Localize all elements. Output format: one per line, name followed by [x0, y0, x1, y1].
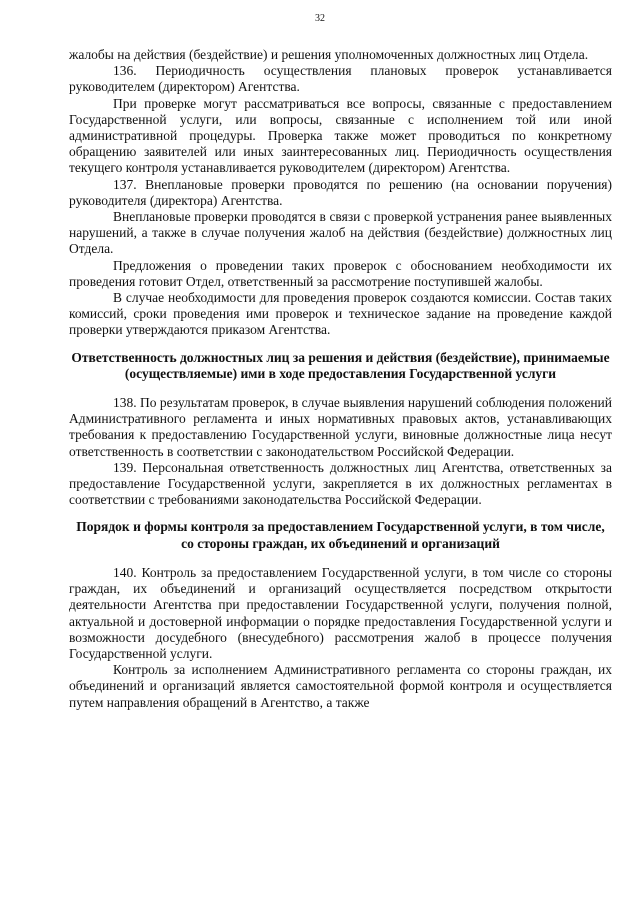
- page-number: 32: [315, 13, 325, 24]
- paragraph: 136. Периодичность осуществления плановых проверок устанавливается руководителем (директором) Агентства.: [69, 63, 612, 95]
- paragraph: 139. Персональная ответственность должностных лиц Агентства, ответственных за предоставление Государственной услуги, закрепляется в их должностных регламентах в соответствии с требованиями законодательства Российской Федерации.: [69, 459, 612, 508]
- document-body: [69, 47, 612, 711]
- section-inspections: [69, 47, 612, 339]
- paragraph: 138. По результатам проверок, в случае выявления нарушений соблюдения положений Административного регламента и иных нормативных правовых актов, устанавливающих требования к предоставлению Государственной услуги, виновные должностные лица несут ответственность в соответствии с законодательством Российской Федерации.: [69, 395, 612, 459]
- paragraph: Предложения о проведении таких проверок с обоснованием необходимости их проведения готовит Отдел, ответственный за рассмотрение поступившей жалобы.: [69, 257, 612, 289]
- paragraph: Внеплановые проверки проводятся в связи с проверкой устранения ранее выявленных нарушений, а также в случае получения жалоб на действия (бездействие) должностных лиц Отдела.: [69, 209, 612, 257]
- section-responsibility: [69, 395, 612, 508]
- section-heading-control: Порядок и формы контроля за предоставлением Государственной услуги, в том числе, со стороны граждан, их объединений и организаций: [76, 519, 605, 551]
- paragraph: Контроль за исполнением Административного регламента со стороны граждан, их объединений и организаций является самостоятельной формой контроля и осуществляется путем направления обращений в Агентство, а также: [69, 662, 612, 710]
- section-heading-responsibility: Ответственность должностных лиц за решения и действия (бездействие), принимаемые (осуществляемые) ими в ходе предоставления Государственной услуги: [71, 349, 610, 381]
- paragraph: В случае необходимости для проведения проверок создаются комиссии. Состав таких комиссий, сроки проведения ими проверок и техническое задание на проведение каждой проверки утверждаются приказом Агентства.: [69, 290, 612, 338]
- paragraph: 137. Внеплановые проверки проводятся по решению (на основании поручения) руководителя (директора) Агентства.: [69, 176, 612, 208]
- paragraph: жалобы на действия (бездействие) и решения уполномоченных должностных лиц Отдела.: [69, 47, 589, 62]
- section-public-control: [69, 565, 612, 711]
- paragraph: При проверке могут рассматриваться все вопросы, связанные с предоставлением Государственной услуги, или вопросы, связанные с исполнением той или иной административной процедуры. Проверка также может проводиться по конкретному обращению заявителей или иных заинтересованных лиц. Периодичность осуществления текущего контроля устанавливается руководителем (директором) Агентства.: [69, 95, 612, 176]
- paragraph: 140. Контроль за предоставлением Государственной услуги, в том числе со стороны граждан, их объединений и организаций осуществляется посредством открытости деятельности Агентства при предоставлении Государственной услуги, получения полной, актуальной и достоверной информации о порядке предоставления Государственной услуги и возможности досудебного (внесудебного) рассмотрения жалоб в процессе получения Государственной услуги.: [69, 564, 612, 661]
